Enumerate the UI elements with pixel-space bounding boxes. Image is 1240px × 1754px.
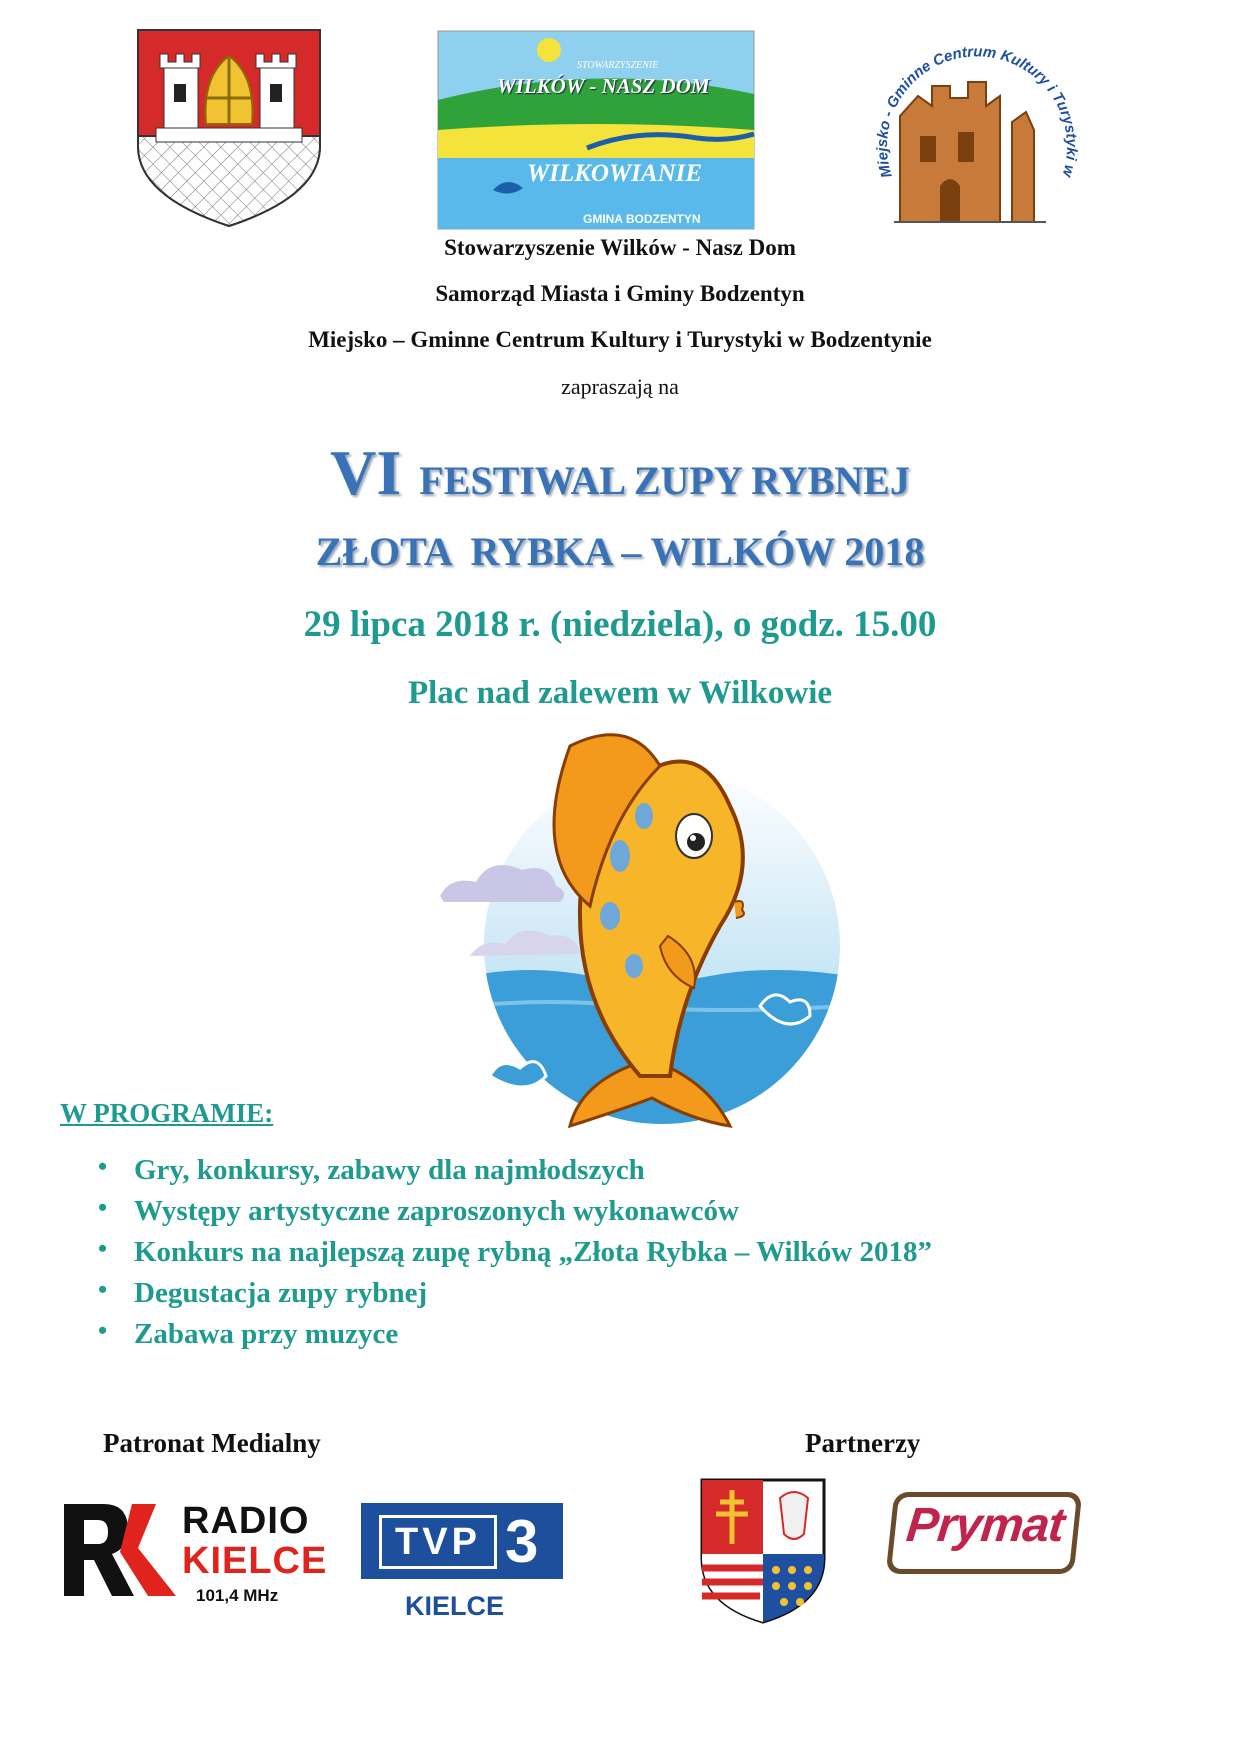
list-item <box>60 1154 1180 1195</box>
festival-title-line-1 <box>0 436 1240 510</box>
list-item <box>60 1277 1180 1318</box>
program-item-text: Gry, konkursy, zabawy dla najmłodszych <box>134 1154 645 1186</box>
tvp-channel-number: 3 <box>505 1508 539 1575</box>
tvp-city: KIELCE <box>405 1591 505 1621</box>
program-list <box>60 1154 1180 1359</box>
prymat-logo <box>886 1492 1083 1574</box>
voivodeship-coat-of-arms <box>700 1478 826 1624</box>
association-sign-bottom-text: GMINA BODZENTYN <box>583 212 701 226</box>
list-item <box>60 1195 1180 1236</box>
event-date: 29 lipca 2018 r. (niedziela), o godz. 15.00 <box>303 604 937 645</box>
patronage-heading: Patronat Medialny <box>103 1428 321 1458</box>
program-item-text: Konkurs na najlepszą zupę rybną „Złota Rybka – Wilków 2018” <box>134 1236 932 1268</box>
organizer-line-3: Miejsko – Gminne Centrum Kultury i Turystyki w Bodzentynie <box>308 327 932 352</box>
goldfish-illustration <box>430 706 870 1154</box>
list-item <box>60 1236 1180 1277</box>
program-item-text: Zabawa przy muzyce <box>134 1318 399 1350</box>
program-item-text: Degustacja zupy rybnej <box>134 1277 428 1309</box>
association-sign-sub-text: WILKOWIANIE <box>527 160 703 187</box>
radio-frequency: 101,4 MHz <box>196 1586 279 1605</box>
invite-text: zapraszają na <box>561 374 679 399</box>
culture-centre-ring-text: Miejsko - Gminne Centrum Kultury i Turystyki w <box>873 43 1081 180</box>
program-heading: W PROGRAMIE: <box>60 1098 274 1128</box>
bullet-icon: • <box>98 1193 108 1222</box>
partners-heading: Partnerzy <box>805 1428 921 1458</box>
radio-logo-line1: RADIO <box>182 1500 310 1542</box>
edition-roman-numeral: VI <box>330 437 402 508</box>
tvp-letters: TVP <box>379 1515 497 1569</box>
prymat-wordmark: Prymat <box>904 1499 1067 1552</box>
town-coat-of-arms <box>136 28 322 228</box>
program-item-text: Występy artystyczne zaproszonych wykonawców <box>134 1195 739 1227</box>
culture-centre-logo <box>862 26 1092 236</box>
association-sign-small-text: STOWARZYSZENIE <box>577 60 659 71</box>
bullet-icon: • <box>98 1152 108 1181</box>
list-item <box>60 1318 1180 1359</box>
event-place: Plac nad zalewem w Wilkowie <box>407 675 833 711</box>
organizer-line-2: Samorząd Miasta i Gminy Bodzentyn <box>435 281 805 306</box>
association-sign-main-text: WILKÓW - NASZ DOM <box>497 74 710 98</box>
festival-name: FESTIWAL ZUPY RYBNEJ <box>419 458 910 503</box>
organizer-line-1: Stowarzyszenie Wilków - Nasz Dom <box>444 235 796 260</box>
association-sign-logo <box>437 30 755 230</box>
festival-title-line-2: ZŁOTA RYBKA – WILKÓW 2018 <box>315 529 925 574</box>
radio-kielce-logo <box>64 1500 328 1620</box>
tvp3-kielce-logo <box>361 1503 563 1623</box>
bullet-icon: • <box>98 1234 108 1263</box>
bullet-icon: • <box>98 1316 108 1345</box>
bullet-icon: • <box>98 1275 108 1304</box>
radio-logo-line2: KIELCE <box>182 1540 328 1582</box>
